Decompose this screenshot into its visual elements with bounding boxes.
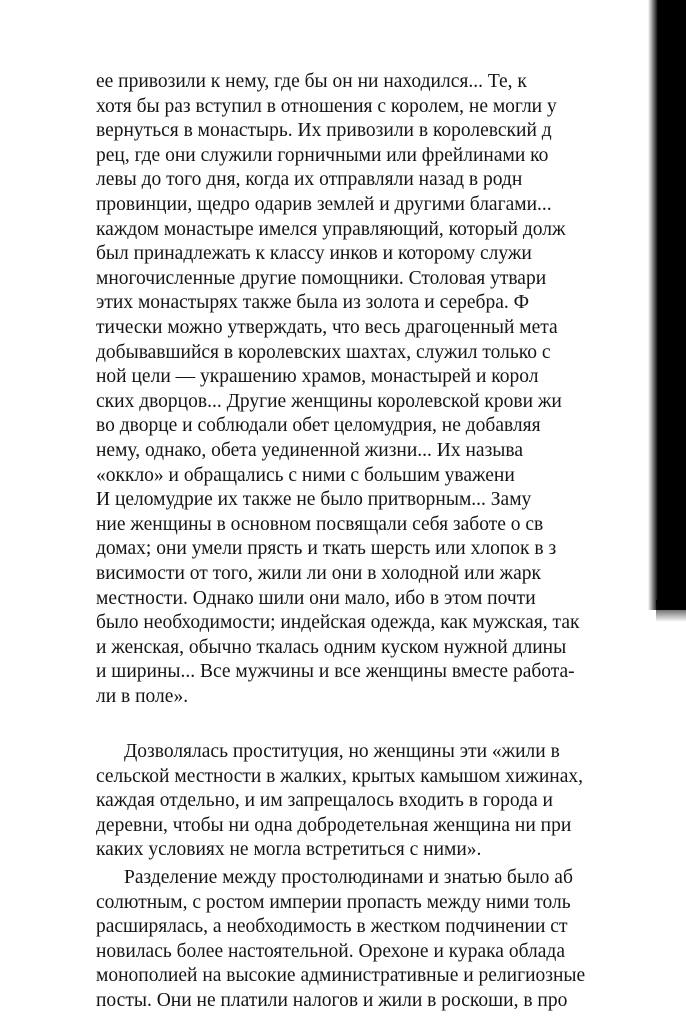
text-line: и ширины... Все мужчины и все женщины вместе работа- [96,661,575,683]
text-line: каждая отдельно, и им запрещалось входить в города и [96,790,553,811]
text-line: каких условиях не могла встретиться с ними». [96,839,482,860]
text-line: Дозволялась проституция, но женщины эти «жили в [124,741,560,762]
text-line: сельской местности в жалких, крытых камышом хижинах, [96,765,583,787]
text-line: левы до того дня, когда их отправляли назад в родн [96,169,523,191]
text-line: и женская, обычно ткалась одним куском нужной длины [96,636,567,658]
text-line: многочисленные другие помощники. Столовая утвари [96,267,547,289]
page-edge-shadow-tail [656,600,686,622]
text-line: провинции, щедро одарив землей и другими благами... [96,194,552,215]
text-line: было необходимости; индейская одежда, как мужская, так [96,612,580,634]
text-line: ее привозили к нему, где бы он ни находился... Те, к [96,71,527,92]
text-line: нему, однако, обета уединенной жизни... Их называ [96,440,523,461]
text-line: ских дворцов... Другие женщины королевской крови жи [96,390,562,412]
text-line: «оккло» и обращались с ними с большим уважени [96,464,515,486]
text-line: солютным, с ростом империи пропасть между ними толь [96,891,571,913]
text-line: расширялась, а необходимость в жестком подчинении ст [96,916,568,938]
text-line: был принадлежать к классу инков и которому служи [96,243,532,265]
text-line: каждом монастыре имелся управляющий, который долж [96,218,566,240]
text-line: вернуться в монастырь. Их привозили в королевский д [96,120,552,142]
page-edge-shadow [648,0,686,610]
text-line: ной цели — украшению храмов, монастырей и корол [96,366,539,388]
text-line: рец, где они служили горничными или фрейлинами ко [96,144,549,166]
text-line: ние женщины в основном посвящали себя заботе о св [96,513,544,535]
text-line: этих монастырях также была из золота и серебра. Ф [96,292,530,314]
text-line: хотя бы раз вступил в отношения с королем, не могли у [96,95,557,117]
text-line: новилась более настоятельной. Орехоне и курака облада [96,940,565,962]
text-line: И целомудрие их также не было притворным... Заму [96,489,532,511]
text-line: деревни, чтобы ни одна добродетельная женщина ни при [96,814,572,836]
text-line: во дворце и соблюдали обет целомудрия, не добавляя [96,415,541,437]
text-line: домах; они умели прясть и ткать шерсть или хлопок в з [96,538,557,560]
text-line: ли в поле». [96,686,189,707]
text-line: местности. Однако шили они мало, ибо в этом почти [96,587,536,609]
text-line: висимости от того, жили ли они в холодной или жарк [96,563,541,584]
text-line: посты. Они не платили налогов и жили в роскоши, в про [96,990,568,1011]
text-line: Разделение между простолюдинами и знатью было аб [124,867,573,888]
text-line: монополией на высокие административные и религиозные [96,965,586,987]
text-line: тически можно утверждать, что весь драгоценный мета [96,317,558,338]
text-line: добывавшийся в королевских шахтах, служил только с [96,341,551,363]
